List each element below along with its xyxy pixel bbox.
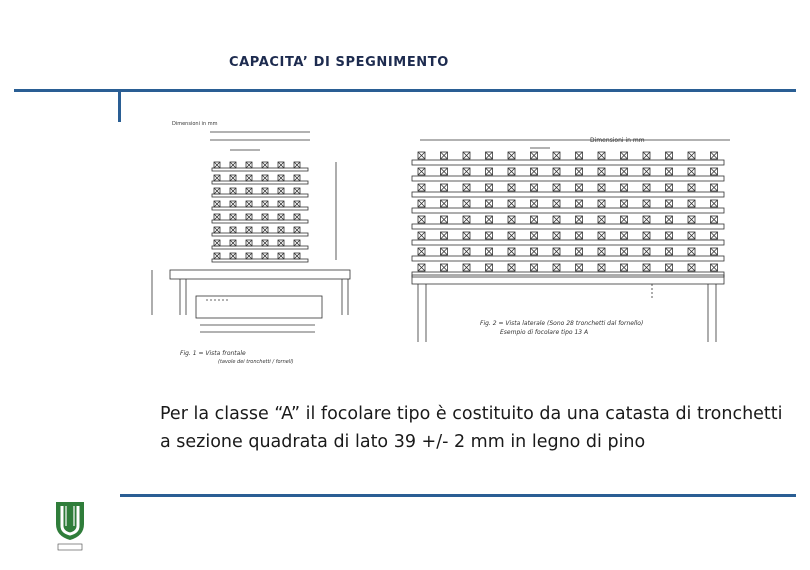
- fig2-dim-note: Dimensioni in mm: [590, 137, 645, 144]
- bottom-divider: [120, 494, 796, 497]
- fig1-front-view: [152, 121, 350, 365]
- fig2-log-stack: [412, 152, 724, 277]
- technical-drawing: [150, 110, 750, 375]
- university-logo-icon: [52, 500, 88, 552]
- fig2-side-view: [412, 137, 730, 342]
- fig1-caption-line1: Fig. 1 = Vista frontale: [180, 350, 246, 357]
- class-a-description: Per la classe “A” il focolare tipo è costituito da una catasta di tronchetti a sezione quadrata di lato 39 +/- 2 mm in legno di pino: [160, 404, 783, 452]
- fig1-dim-note: Dimensioni in mm: [172, 121, 218, 127]
- left-accent-bar: [118, 92, 121, 122]
- fig2-caption-line2: Esempio di focolare tipo 13 A: [500, 329, 589, 336]
- fig1-log-stack: [212, 162, 308, 262]
- fig2-caption-line1: Fig. 2 = Vista laterale (Sono 28 tronchetti dal fornello): [480, 320, 644, 327]
- fig1-caption-line2: (tavole dei tronchetti / fornell): [218, 359, 294, 365]
- top-divider: [14, 89, 796, 92]
- page-title: CAPACITA’ DI SPEGNIMENTO: [229, 55, 449, 70]
